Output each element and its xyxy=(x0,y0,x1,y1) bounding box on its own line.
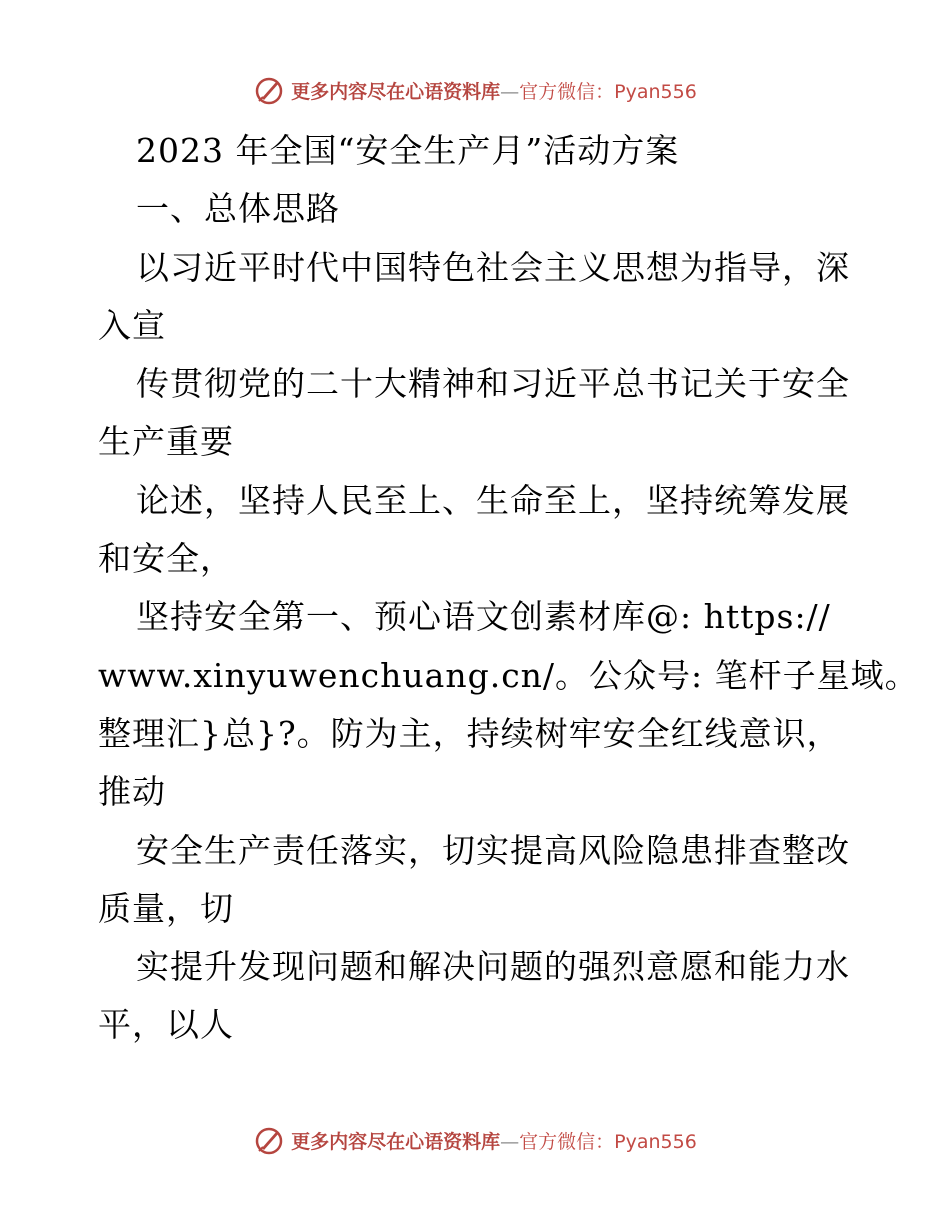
text-line: 入宣 xyxy=(98,305,166,345)
text-line: 以习近平时代中国特色社会主义思想为指导，深 xyxy=(136,247,850,287)
watermark-separator: — xyxy=(500,1130,520,1153)
footer-watermark xyxy=(0,1122,950,1158)
watermark-contact: 官方微信：Pyan556 xyxy=(519,80,697,103)
text-line: 平，以人 xyxy=(98,1005,234,1045)
text-line: 推动 xyxy=(98,772,166,812)
text-line: 坚持安全第一、预心语文创素材库@: https:// xyxy=(136,597,831,637)
text-line: 论述，坚持人民至上、生命至上，坚持统筹发展 xyxy=(136,480,850,520)
text-line: 质量，切 xyxy=(98,888,234,928)
text-line: 整理汇}总}?。防为主，持续树牢安全红线意识， xyxy=(98,713,841,753)
document-title: 2023 年全国“安全生产月”活动方案 xyxy=(136,131,680,170)
text-line: www.xinyuwenchuang.cn/。公众号: 笔杆子星域。 xyxy=(98,655,919,695)
text-line: 安全生产责任落实，切实提高风险隐患排查整改 xyxy=(136,830,850,870)
section-heading: 一、总体思路 xyxy=(136,189,340,229)
watermark-main: 更多内容尽在心语资料库 xyxy=(291,1130,501,1153)
watermark-main: 更多内容尽在心语资料库 xyxy=(291,80,501,103)
document-body xyxy=(98,122,919,1055)
quill-logo-icon xyxy=(253,74,285,106)
text-line: 实提升发现问题和解决问题的强烈意愿和能力水 xyxy=(136,947,850,987)
text-line: 生产重要 xyxy=(98,422,234,462)
header-watermark xyxy=(0,72,950,108)
watermark-text xyxy=(291,1127,697,1154)
watermark-text xyxy=(291,77,697,104)
watermark-contact: 官方微信：Pyan556 xyxy=(519,1130,697,1153)
quill-logo-icon xyxy=(253,1124,285,1156)
text-line: 和安全， xyxy=(98,539,234,579)
text-line: 传贯彻党的二十大精神和习近平总书记关于安全 xyxy=(136,364,850,404)
watermark-separator: — xyxy=(500,80,520,103)
